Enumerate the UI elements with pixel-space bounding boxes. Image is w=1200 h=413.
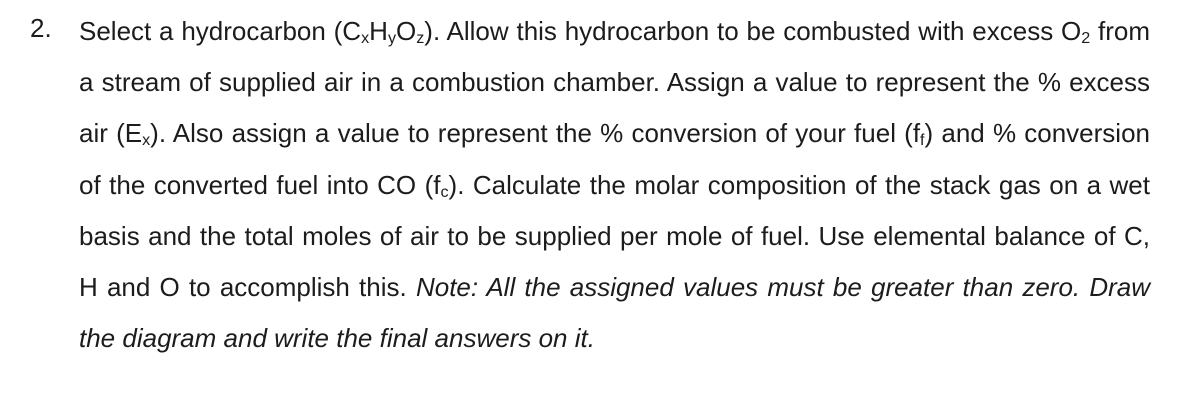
note-text: Note: All the assigned values must be greater than zero. Draw the diagram and write the final answers on it. bbox=[79, 272, 1151, 354]
text-segment: ) and % conversion of the converted fuel into CO (f bbox=[79, 118, 1150, 200]
text-segment: O bbox=[396, 16, 417, 46]
subscript-x: x bbox=[361, 28, 370, 47]
text-segment: Select a hydrocarbon (C bbox=[79, 16, 362, 46]
text-segment: ). Allow this hydrocarbon to be combusted with excess O bbox=[424, 16, 1082, 46]
subscript-ex: x bbox=[142, 131, 151, 150]
subscript-c: c bbox=[440, 182, 449, 201]
subscript-y: y bbox=[387, 28, 396, 47]
text-segment: ). Also assign a value to represent the % conversion of your fuel (f bbox=[150, 118, 921, 149]
question-number: 2. bbox=[30, 13, 52, 43]
question-text bbox=[79, 6, 1150, 364]
subscript-f: f bbox=[920, 131, 925, 150]
text-segment: from a stream of supplied air in a combustion chamber. Assign a value to represent the % excess air (E bbox=[79, 16, 1150, 149]
text-segment: ). Calculate the molar composition of the stack gas on a wet basis and the total moles of air to be supplied per mole of fuel. Use elemental balance of C, H and O to accomplish this. bbox=[79, 169, 1150, 303]
subscript-2: 2 bbox=[1081, 28, 1091, 47]
text-segment: H bbox=[369, 16, 388, 46]
subscript-z: z bbox=[416, 28, 425, 47]
